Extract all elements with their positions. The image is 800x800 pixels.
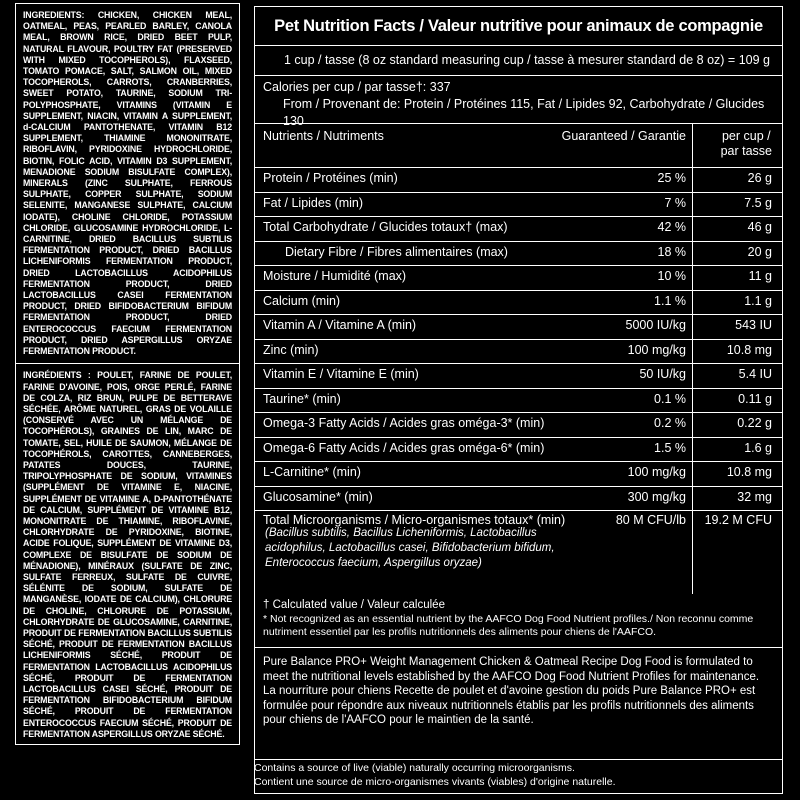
nutrient-row (255, 290, 782, 316)
statement-fr: La nourriture pour chiens Recette de poulet et d'avoine gestion du poids Pure Balance PRO+ est formulée pour répondre aux niveaux nutritionnels établis par les profils nutritionnels des aliments pour chiens de l'AAFCO pour le maintien de la santé. (263, 685, 756, 726)
nutrient-per-cup: 46 g (747, 220, 772, 234)
nutrient-guaranteed: 0.1 % (654, 391, 686, 406)
footnote-calc: † Calculated value / Valeur calculée (263, 599, 445, 611)
header-per-cup (721, 129, 772, 159)
footnote-star: * Not recognized as an essential nutrient by the AAFCO Dog Food Nutrient profiles./ Non reconnu comme nutriment essentiel par les profils nutritionnels des aliments pour chiens de l'AAFCO. (263, 613, 754, 638)
nutrient-row (255, 339, 782, 365)
nutrient-per-cup: 10.8 mg (726, 465, 772, 479)
serving-size: 1 cup / tasse (8 oz standard measuring cup / tasse à mesurer standard de 8 oz) = 109 g (255, 45, 782, 76)
nutrient-guaranteed: 100 mg/kg (627, 465, 686, 479)
nutrient-guaranteed: 1.5 % (654, 440, 686, 455)
nutrient-guaranteed: 300 mg/kg (627, 489, 686, 504)
microorganism-note (254, 762, 616, 789)
ingredients-english: INGREDIENTS: CHICKEN, CHICKEN MEAL, OATMEAL, PEAS, PEARLED BARLEY, CANOLA MEAL, BROWN RICE, DRIED BEET PULP, NATURAL FLAVOUR, POULTRY FAT (PRESERVED WITH MIXED TOCOPHEROLS), FLAXSEED, TOMATO POMACE, SALT, SALMON OIL, MIXED TOCOPHEROLS, CARROTS, CRANBERRIES, SWEET POTATO, TAURINE, SODIUM TRI-POLYPHOSPHATE, VITAMINS (VITAMIN E SUPPLEMENT, NIACIN, VITAMIN A SUPPLEMENT, d-CALCIUM PANTOTHENATE, VITAMIN B12 SUPPLEMENT, THIAMINE MONONITRATE, RIBOFLAVIN, PYRIDOXINE HYDROCHLORIDE, BIOTIN, FOLIC ACID, VITAMIN D3 SUPPLEMENT, MENADIONE SODIUM BISULFATE COMPLEX), MINERALS (ZINC SULPHATE, FERROUS SULPHATE, COPPER SULPHATE, SODIUM SELENITE, MANGANESE SULPHATE, CALCIUM IODATE), CHOLINE CHLORIDE, POTASSIUM CHLORIDE, GLUCOSAMINE HYDROCHLORIDE, L-CARNITINE, DRIED BACILLUS SUBTILIS FERMENTATION PRODUCT, DRIED BACILLUS LICHENIFORMIS FERMENTATION PRODUCT, DRIED LACTOBACILLUS ACIDOPHILUS FERMENTATION PRODUCT, DRIED LACTOBACILLUS CASEI FERMENTATION PRODUCT, DRIED BIFIDOBACTERIUM BIFIDUM FERMENTATION PRODUCT, DRIED ENTEROCOCCUS FAECIUM FERMENTATION PRODUCT, DRIED ASPERGILLUS ORYZAE FERMENTATION PRODUCT. (23, 10, 232, 357)
table-header (255, 124, 782, 168)
nutrient-row (255, 461, 782, 487)
ingredients-french: INGRÉDIENTS : POULET, FARINE DE POULET, FARINE D'AVOINE, POIS, ORGE PERLÉ, FARINE DE COLZA, RIZ BRUN, PULPE DE BETTERAVE SÉCHÉE, ARÔME NATUREL, GRAS DE VOLAILLE (CONSERVÉ AVEC UN MÉLANGE DE TOCOPHÉROLS), GRAINES DE LIN, MARC DE TOMATE, SEL, HUILE DE SAUMON, MÉLANGE DE TOCOPHÉROLS, CAROTTES, CANNEBERGES, PATATES DOUCES, TAURINE, TRIPOLYPHOSPHATE DE SODIUM, VITAMINES (SUPPLÉMENT DE VITAMINE E, NIACINE, SUPPLÉMENT DE VITAMINE A, D-PANTOTHÉNATE DE CALCIUM, SUPPLÉMENT DE VITAMINE B12, MONONITRATE DE THIAMINE, RIBOFLAVINE, CHLORHYDRATE DE PYRIDOXINE, BIOTINE, ACIDE FOLIQUE, SUPPLÉMENT DE VITAMINE D3, COMPLEXE DE BISULFATE DE SODIUM DE MÉNADIONE), MINÉRAUX (SULFATE DE ZINC, SULFATE FERREUX, SULFATE DE CUIVRE, SÉLÉNITE DE SODIUM, SULFATE DE MANGANÈSE, IODATE DE CALCIUM), CHLORURE DE CHOLINE, CHLORURE DE POTASSIUM, CHLORHYDRATE DE GLUCOSAMINE, CARNITINE, PRODUIT DE FERMENTATION BACILLUS SUBTILIS SÉCHÉ, PRODUIT DE FERMENTATION BACILLUS LICHENIFORMIS SÉCHÉ, PRODUIT DE FERMENTATION LACTOBACILLUS ACIDOPHILUS SÉCHÉ, PRODUIT DE FERMENTATION LACTOBACILLUS CASEI SÉCHÉ, PRODUIT DE FERMENTATION BIFIDOBACTERIUM BIFIDUM SÉCHÉ, PRODUIT DE FERMENTATION ENTEROCOCCUS FAECIUM SÉCHÉ, PRODUIT DE FERMENTATION ASPERGILLUS ORYZAE SÉCHÉ. (23, 370, 232, 739)
statement-en: Pure Balance PRO+ Weight Management Chicken & Oatmeal Recipe Dog Food is formulated to meet the nutritional levels established by the AAFCO Dog Food Nutrient Profiles for maintenance. (263, 656, 760, 683)
calories-line: Calories per cup / par tasse†: 337 (263, 80, 451, 94)
calories-section (255, 75, 782, 128)
nutrient-per-cup: 5.4 IU (738, 367, 772, 381)
header-per-cup-2: par tasse (720, 144, 772, 158)
nutrient-guaranteed: 7 % (664, 195, 686, 210)
nutrient-guaranteed: 0.2 % (654, 416, 686, 430)
micro-note-fr: Contient une source de micro-organismes vivants (viables) d'origine naturelle. (254, 775, 616, 788)
nutrient-row (255, 314, 782, 340)
nutrition-facts-panel (254, 6, 783, 794)
nutrient-name: Zinc (min) (263, 342, 319, 357)
header-guaranteed: Guaranteed / Garantie (561, 129, 686, 143)
nutrient-per-cup: 7.5 g (744, 195, 772, 210)
ingredients-divider (16, 363, 239, 364)
nutrient-guaranteed: 10 % (657, 269, 686, 283)
nutrient-per-cup: 32 mg (737, 489, 772, 504)
nutrient-name: Omega-3 Fatty Acids / Acides gras oméga-3* (min) (263, 416, 545, 430)
nutrient-row (255, 241, 782, 267)
nutrient-guaranteed: 50 IU/kg (639, 367, 686, 381)
aafco-statement (255, 648, 782, 760)
nutrient-name: Vitamin E / Vitamine E (min) (263, 367, 419, 381)
calories-from: From / Provenant de: Protein / Protéines 115, Fat / Lipides 92, Carbohydrate / Glucides 130 (283, 97, 765, 128)
nutrient-name: Fat / Lipides (min) (263, 195, 364, 210)
nutrient-row (255, 216, 782, 242)
nutrient-name: Glucosamine* (min) (263, 489, 373, 504)
nutrient-row (255, 192, 782, 218)
nutrient-row (255, 412, 782, 438)
nutrient-row (255, 167, 782, 193)
header-nutrients: Nutrients / Nutriments (263, 129, 384, 143)
nutrient-name: Protein / Protéines (min) (263, 171, 398, 185)
nutrient-per-cup: 0.11 g (738, 391, 772, 406)
nutrient-row (255, 265, 782, 291)
nutrient-per-cup: 26 g (747, 171, 772, 185)
nutrient-name: Moisture / Humidité (max) (263, 269, 407, 283)
nutrient-per-cup: 1.1 g (744, 293, 772, 308)
micro-guaranteed: 80 M CFU/lb (615, 513, 686, 527)
nutrient-name: Taurine* (min) (263, 391, 341, 406)
nutrient-row (255, 486, 782, 512)
nutrient-per-cup: 543 IU (735, 318, 772, 332)
nutrient-name: L-Carnitine* (min) (263, 465, 361, 479)
column-divider (692, 124, 693, 594)
footnotes (255, 594, 782, 648)
nutrient-per-cup: 10.8 mg (726, 342, 772, 357)
nutrient-guaranteed: 100 mg/kg (627, 342, 686, 357)
nutrient-guaranteed: 25 % (657, 171, 686, 185)
panel-title: Pet Nutrition Facts / Valeur nutritive pour animaux de compagnie (255, 7, 782, 46)
micro-species: (Bacillus subtilis, Bacillus Licheniformis, Lactobacillus acidophilus, Lactobacillus casei, Bifidobacterium bifidum, Enterococcus faecium, Aspergillus oryzae) (265, 527, 555, 569)
nutrient-per-cup: 0.22 g (737, 416, 772, 430)
micro-row (255, 510, 782, 594)
nutrient-row (255, 363, 782, 389)
micro-name: Total Microorganisms / Micro-organismes totaux* (min) (263, 513, 566, 527)
nutrient-name: Vitamin A / Vitamine A (min) (263, 318, 417, 332)
nutrient-row (255, 388, 782, 414)
header-per-cup-1: per cup / (721, 129, 771, 143)
nutrient-name: Total Carbohydrate / Glucides totaux† (max) (263, 220, 508, 234)
micro-per-cup: 19.2 M CFU (704, 513, 772, 527)
nutrient-guaranteed: 42 % (657, 220, 686, 234)
nutrient-guaranteed: 18 % (657, 244, 686, 259)
nutrient-name: Omega-6 Fatty Acids / Acides gras oméga-6* (min) (263, 440, 545, 455)
ingredients-box (15, 3, 240, 745)
nutrient-per-cup: 1.6 g (744, 440, 772, 455)
nutrient-name: Calcium (min) (263, 293, 341, 308)
nutrient-per-cup: 20 g (747, 244, 772, 259)
nutrient-guaranteed: 1.1 % (654, 293, 686, 308)
nutrient-per-cup: 11 g (748, 269, 772, 283)
nutrient-name: Dietary Fibre / Fibres alimentaires (max) (285, 244, 508, 259)
nutrient-row (255, 437, 782, 463)
nutrient-guaranteed: 5000 IU/kg (625, 318, 686, 332)
micro-note-en: Contains a source of live (viable) naturally occurring microorganisms. (254, 762, 575, 774)
